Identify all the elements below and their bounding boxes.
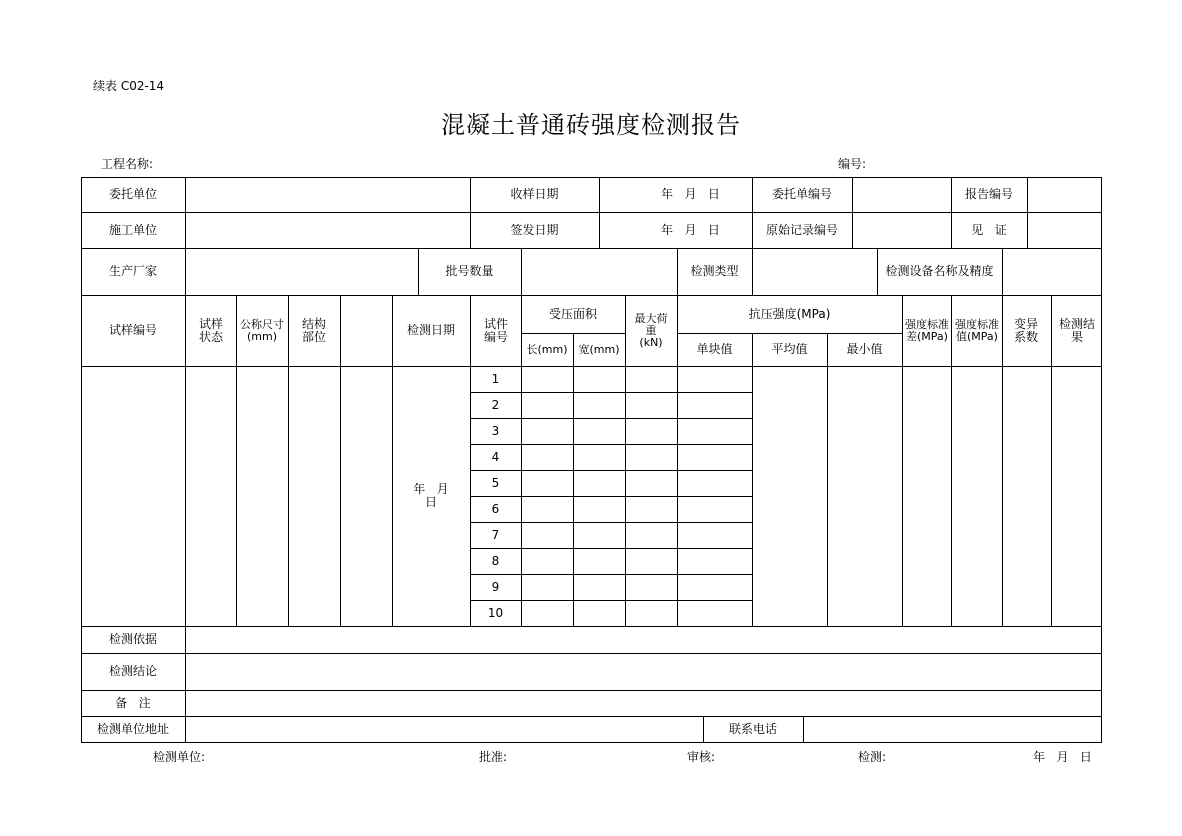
original-record-no-field[interactable] xyxy=(853,213,951,248)
remarks-label: 备 注 xyxy=(115,695,151,710)
specimen-number: 2 xyxy=(491,397,500,412)
col-bearing-area: 受压面积 xyxy=(548,306,597,321)
issue-date-label: 签发日期 xyxy=(510,222,559,237)
col-std-dev: 强度标准差(MPa) xyxy=(905,317,949,343)
report-no-label: 报告编号 xyxy=(964,187,1013,201)
remarks-field[interactable] xyxy=(186,691,1101,716)
col-single-value: 单块值 xyxy=(696,342,733,356)
specimen-number: 7 xyxy=(491,527,500,542)
basis-field[interactable] xyxy=(186,627,1101,653)
col-specimen-no: 试件编号 xyxy=(483,316,508,344)
col-min-value: 最小值 xyxy=(846,342,883,356)
col-max-load: 最大荷重(kN) xyxy=(634,311,668,349)
col-average-value: 平均值 xyxy=(771,342,808,356)
specimen-number: 3 xyxy=(491,423,500,438)
col-variation-coef: 变异系数 xyxy=(1013,316,1038,344)
conclusion-field[interactable] xyxy=(186,654,1101,690)
col-sample-no: 试样编号 xyxy=(108,323,157,337)
commission-no-field[interactable] xyxy=(853,178,951,212)
footer-review: 审核: xyxy=(687,750,716,764)
specimen-number: 10 xyxy=(487,605,504,620)
specimen-number: 6 xyxy=(491,501,500,516)
address-field[interactable] xyxy=(186,717,703,742)
col-width: 宽(mm) xyxy=(578,342,620,356)
conclusion-label: 检测结论 xyxy=(108,664,157,678)
footer-date: 年 月 日 xyxy=(1033,750,1092,764)
specimen-number: 9 xyxy=(491,579,500,594)
footer-tester: 检测: xyxy=(858,750,887,764)
col-compressive-strength: 抗压强度(MPa) xyxy=(748,306,831,321)
client-unit-field[interactable] xyxy=(186,178,470,212)
issue-date-value[interactable]: 年 月 日 xyxy=(661,222,720,237)
col-sample-state: 试样状态 xyxy=(198,316,223,344)
test-type-field[interactable] xyxy=(753,249,877,295)
report-no-field[interactable] xyxy=(1028,178,1101,212)
page-title: 混凝土普通砖强度检测报告 xyxy=(441,111,741,139)
col-structure-part: 结构部位 xyxy=(301,316,326,344)
specimen-number: 5 xyxy=(491,475,500,490)
construction-unit-field[interactable] xyxy=(186,213,470,248)
col-test-date: 检测日期 xyxy=(406,323,455,337)
test-type-label: 检测类型 xyxy=(690,264,739,278)
col-std-value: 强度标准值(MPa) xyxy=(955,317,999,343)
client-unit-label: 委托单位 xyxy=(108,187,157,201)
phone-label: 联系电话 xyxy=(728,721,777,736)
batch-quantity-field[interactable] xyxy=(522,249,677,295)
manufacturer-label: 生产厂家 xyxy=(108,264,157,278)
col-test-result: 检测结果 xyxy=(1058,316,1095,344)
specimen-number: 1 xyxy=(491,371,500,386)
specimen-number: 8 xyxy=(491,553,500,568)
sample-receipt-date-label: 收样日期 xyxy=(510,187,559,201)
col-blank xyxy=(340,295,392,366)
commission-no-label: 委托单编号 xyxy=(771,187,832,201)
witness-label: 见 证 xyxy=(971,222,1007,237)
equipment-name-accuracy-field[interactable] xyxy=(1003,249,1101,295)
number-label: 编号: xyxy=(838,157,867,171)
witness-field[interactable] xyxy=(1028,213,1101,248)
col-length: 长(mm) xyxy=(526,342,568,356)
col-nominal-size: 公称尺寸(mm) xyxy=(240,317,284,343)
sample-receipt-date-value[interactable]: 年 月 日 xyxy=(661,187,720,201)
equipment-name-accuracy-label: 检测设备名称及精度 xyxy=(885,264,994,278)
footer-approve: 批准: xyxy=(479,750,508,764)
footer-test-unit: 检测单位: xyxy=(153,750,206,764)
specimen-number: 4 xyxy=(491,449,500,464)
phone-field[interactable] xyxy=(804,717,1101,742)
basis-label: 检测依据 xyxy=(108,632,157,646)
original-record-no-label: 原始记录编号 xyxy=(765,222,838,237)
manufacturer-field[interactable] xyxy=(186,249,418,295)
project-name-label: 工程名称: xyxy=(101,157,154,171)
continuation-label: 续表 C02-14 xyxy=(93,79,165,93)
test-date-value[interactable]: 年 月 日 xyxy=(413,482,449,509)
address-label: 检测单位地址 xyxy=(96,721,169,736)
batch-quantity-label: 批号数量 xyxy=(445,264,494,278)
construction-unit-label: 施工单位 xyxy=(108,222,157,237)
